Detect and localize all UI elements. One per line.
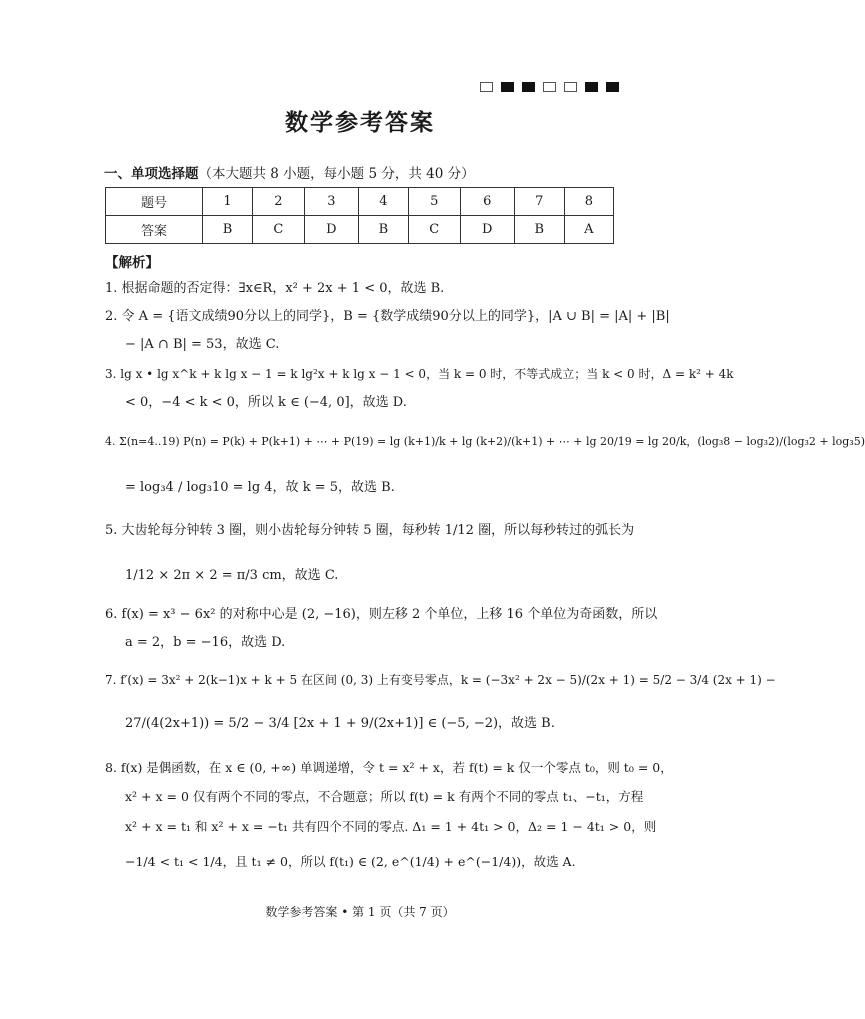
question-number: 6 — [460, 188, 514, 216]
table-row-numbers — [106, 188, 614, 216]
answer-cell: B — [358, 216, 408, 244]
solution-line: < 0，−4 < k < 0，所以 k ∈ (−4, 0]，故选 D. — [125, 395, 407, 410]
answer-cell: B — [203, 216, 253, 244]
solution-line: 5. 大齿轮每分钟转 3 圈，则小齿轮每分钟转 5 圈，每秒转 1/12 圈，所以每秒转过的弧长为 — [105, 523, 635, 538]
solution-line: 1/12 × 2π × 2 = π/3 cm，故选 C. — [125, 568, 339, 583]
solution-line: x² + x = t₁ 和 x² + x = −t₁ 共有四个不同的零点. Δ₁ = 1 + 4t₁ > 0，Δ₂ = 1 − 4t₁ > 0，则 — [125, 819, 657, 834]
question-number: 3 — [304, 188, 358, 216]
solution-line: − |A ∩ B| = 53，故选 C. — [125, 337, 280, 352]
empty-square-icon — [564, 82, 577, 92]
answer-cell: D — [304, 216, 358, 244]
section-heading — [104, 162, 475, 182]
answer-table — [105, 187, 614, 244]
question-number: 2 — [252, 188, 304, 216]
table-row-answers — [106, 216, 614, 244]
answer-cell: A — [564, 216, 613, 244]
answer-cell: C — [252, 216, 304, 244]
solution-line: 2. 令 A = {语文成绩90分以上的同学}，B = {数学成绩90分以上的同学}，|A ∪ B| = |A| + |B| — [105, 309, 670, 324]
empty-square-icon — [543, 82, 556, 92]
empty-square-icon — [480, 82, 493, 92]
page-footer: 数学参考答案 • 第 1 页（共 7 页） — [265, 905, 455, 919]
table-answer-label: 答案 — [106, 216, 203, 244]
header-marks — [480, 82, 619, 92]
solution-line: 7. f′(x) = 3x² + 2(k−1)x + k + 5 在区间 (0, 3) 上有变号零点，k = (−3x² + 2x − 5)/(2x + 1) = 5/2 − 3/4 (2x + 1) − — [105, 673, 776, 687]
section-title: 一、单项选择题 — [104, 166, 199, 182]
filled-square-icon — [585, 82, 598, 92]
solution-line: x² + x = 0 仅有两个不同的零点，不合题意；所以 f(t) = k 有两个不同的零点 t₁、−t₁，方程 — [125, 789, 644, 804]
section-note: （本大题共 8 小题，每小题 5 分，共 40 分） — [198, 166, 475, 182]
solution-line: = log₃4 / log₃10 = lg 4，故 k = 5，故选 B. — [125, 480, 395, 495]
filled-square-icon — [522, 82, 535, 92]
solution-line: 8. f(x) 是偶函数，在 x ∈ (0, +∞) 单调递增，令 t = x² + x，若 f(t) = k 仅一个零点 t₀，则 t₀ = 0， — [105, 760, 673, 775]
answer-cell: C — [408, 216, 460, 244]
analysis-heading: 【解析】 — [105, 255, 159, 271]
question-number: 7 — [514, 188, 564, 216]
answer-cell: B — [514, 216, 564, 244]
answer-cell: D — [460, 216, 514, 244]
solution-line: 1. 根据命题的否定得：∃x∈R，x² + 2x + 1 < 0，故选 B. — [105, 281, 445, 296]
table-header-label: 题号 — [106, 188, 203, 216]
solution-line: 4. Σ(n=4..19) P(n) = P(k) + P(k+1) + ⋯ + P(19) = lg (k+1)/k + lg (k+2)/(k+1) + ⋯ + lg 20/19 = lg 20/k，(log₃8 − log₃2)/(log₃2 + log₃5) — [105, 435, 865, 448]
filled-square-icon — [501, 82, 514, 92]
solution-line: a = 2，b = −16，故选 D. — [125, 635, 286, 650]
solution-line: 6. f(x) = x³ − 6x² 的对称中心是 (2, −16)，则左移 2 个单位，上移 16 个单位为奇函数，所以 — [105, 607, 658, 622]
question-number: 5 — [408, 188, 460, 216]
solution-line: 27/(4(2x+1)) = 5/2 − 3/4 [2x + 1 + 9/(2x+1)] ∈ (−5, −2)，故选 B. — [125, 716, 555, 731]
question-number: 8 — [564, 188, 613, 216]
question-number: 1 — [203, 188, 253, 216]
solution-line: 3. lg x • lg x^k + k lg x − 1 = k lg²x + k lg x − 1 < 0，当 k = 0 时，不等式成立；当 k < 0 时，Δ = k² + 4k — [105, 367, 734, 381]
solution-line: −1/4 < t₁ < 1/4，且 t₁ ≠ 0，所以 f(t₁) ∈ (2, e^(1/4) + e^(−1/4))，故选 A. — [125, 854, 576, 869]
filled-square-icon — [606, 82, 619, 92]
question-number: 4 — [358, 188, 408, 216]
page-title: 数学参考答案 — [285, 109, 435, 136]
